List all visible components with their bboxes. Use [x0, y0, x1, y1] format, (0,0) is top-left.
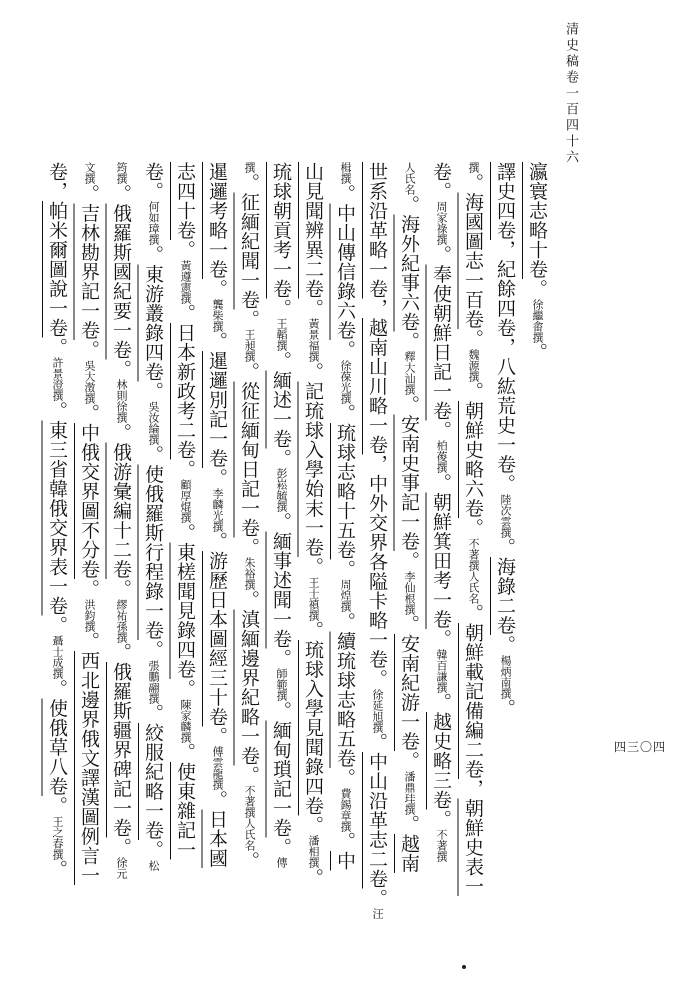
punctuation: 。	[238, 590, 260, 610]
author-note: 師範撰	[275, 668, 288, 701]
book-title: 志四十卷	[174, 162, 196, 240]
text-column	[393, 162, 425, 914]
punctuation: 。	[334, 403, 356, 423]
book-title: 緬事述聞一卷	[270, 531, 292, 649]
punctuation: 。	[494, 698, 516, 718]
punctuation: 。	[238, 309, 260, 329]
author-note: 周煌撰	[339, 579, 352, 612]
book-title: 東槎聞見錄四卷	[174, 542, 196, 679]
author-note: 聶士成撰	[51, 635, 64, 679]
book-title: 中俄交界圖不分卷	[78, 423, 100, 579]
author-note: 松	[147, 859, 160, 871]
punctuation: 。	[334, 831, 356, 851]
punctuation: 。	[142, 381, 164, 401]
punctuation: 。	[142, 245, 164, 265]
book-title: 從征緬甸日記一卷	[238, 381, 260, 538]
text-column	[233, 162, 265, 914]
book-title: 使俄羅斯行程錄一卷	[142, 464, 164, 640]
author-note: 王士禛撰	[307, 576, 320, 621]
punctuation: 。	[206, 726, 228, 746]
author-note: 許景澄撰	[51, 357, 64, 401]
punctuation: 。	[398, 395, 420, 415]
author-note: 洪鈞撰	[83, 598, 96, 632]
author-note: 陳家麟撰	[179, 698, 192, 743]
author-note: 王韜撰	[275, 318, 288, 351]
text-column	[297, 162, 329, 914]
punctuation: 。	[238, 537, 260, 557]
book-title: 越南山川略一卷	[366, 318, 388, 455]
punctuation: 。	[398, 331, 420, 351]
punctuation: 。	[206, 331, 228, 351]
book-title: 越南	[398, 834, 420, 873]
book-title: 東三省韓俄交界表一卷	[46, 420, 68, 616]
author-note: 徐延旭撰	[371, 688, 384, 733]
author-note: 龔柴撰	[211, 298, 224, 332]
text-run: ，中外交界各隘卡略一卷。	[366, 454, 388, 689]
punctuation: 。	[46, 859, 68, 879]
punctuation: 。	[430, 629, 452, 649]
book-title: 俄羅斯疆界碑記一卷	[110, 662, 132, 838]
book-title: 越史略三卷	[430, 712, 452, 810]
author-note: 何如璋撰	[147, 201, 160, 245]
author-note: 不著撰人氏名	[467, 537, 480, 604]
author-note: 筠撰	[115, 162, 128, 184]
punctuation: 。	[270, 701, 292, 721]
punctuation: 。	[78, 579, 100, 599]
punctuation: 。	[398, 614, 420, 634]
vertical-text-body	[41, 162, 553, 919]
punctuation: 。	[174, 303, 196, 323]
book-title: 俄游彙編十二卷	[110, 442, 132, 579]
book-title: 吉林勘界記一卷	[78, 203, 100, 340]
punctuation: 。	[174, 679, 196, 699]
punctuation: 。	[430, 809, 452, 829]
book-title: 山見聞辨異二卷	[302, 162, 324, 299]
punctuation: 。	[462, 381, 484, 401]
punctuation: 。	[430, 692, 452, 712]
author-note: 朱裕撰	[243, 557, 256, 590]
author-note: 周家祿撰	[435, 201, 448, 245]
author-note: 人氏名	[403, 162, 416, 195]
book-title: 琉球志略十五卷	[334, 423, 356, 560]
page-number: 四三〇四	[614, 740, 667, 754]
book-title: 記琉球入學始末一卷	[302, 381, 324, 557]
punctuation: 。	[174, 240, 196, 260]
punctuation: 。	[398, 551, 420, 571]
book-title: 暹邏別記一卷	[206, 351, 228, 468]
punctuation: 。	[238, 851, 260, 871]
punctuation: 。	[494, 537, 516, 557]
book-title: 西北邊界俄文譯漢圖例言一	[78, 651, 100, 885]
punctuation: 。	[206, 790, 228, 810]
text-column	[329, 162, 361, 914]
author-note: 潘相撰	[307, 835, 320, 868]
punctuation: 。	[302, 557, 324, 577]
punctuation: 。	[238, 765, 260, 785]
punctuation: 。	[462, 173, 484, 193]
punctuation: 。	[430, 245, 452, 265]
punctuation: 。	[110, 359, 132, 379]
punctuation: 。	[430, 420, 452, 440]
punctuation: 。	[462, 603, 484, 623]
punctuation: 。	[366, 888, 388, 908]
text-column	[425, 162, 457, 914]
punctuation: 。	[302, 868, 324, 888]
punctuation: 。	[302, 620, 324, 640]
text-column	[41, 162, 73, 914]
book-title: 東游叢錄四卷	[142, 264, 164, 382]
punctuation: 。	[270, 648, 292, 668]
punctuation: 。	[334, 768, 356, 788]
book-title: 海錄二卷	[494, 557, 516, 635]
author-note: 潘鼎珪撰	[403, 770, 416, 815]
book-title: 奉使朝鮮日記一卷	[430, 264, 452, 421]
author-note: 李仙根撰	[403, 570, 416, 615]
text-column	[265, 162, 297, 914]
punctuation: 。	[78, 340, 100, 360]
author-note: 彭崧毓撰	[275, 468, 288, 512]
author-note: 楊炳南撰	[499, 654, 512, 699]
punctuation: 。	[334, 559, 356, 579]
punctuation: 。	[110, 642, 132, 662]
author-note: 徐元	[115, 857, 128, 879]
book-title: 滇緬邊界紀略一卷	[238, 609, 260, 766]
text-run: 卷	[46, 162, 68, 182]
author-note: 楫撰	[339, 162, 352, 184]
text-column	[489, 162, 521, 914]
book-title: 朝鮮箕田考一卷	[430, 492, 452, 629]
punctuation: 。	[398, 195, 420, 215]
author-note: 徐繼畬撰	[531, 298, 544, 343]
punctuation: 。	[46, 615, 68, 635]
author-note: 李麟光撰	[211, 487, 224, 532]
book-title: 海外紀事六卷	[398, 214, 420, 332]
punctuation: 。	[270, 298, 292, 318]
text-column	[201, 162, 233, 914]
punctuation: 。	[110, 579, 132, 599]
author-note: 不著撰	[435, 829, 448, 862]
book-title: 日本新政考二卷	[174, 323, 196, 460]
punctuation: 。	[78, 184, 100, 204]
punctuation: 。	[78, 403, 100, 423]
author-note: 費錫章撰	[339, 787, 352, 832]
book-title: 帕米爾圖說一卷	[46, 201, 68, 338]
punctuation: 。	[270, 351, 292, 371]
punctuation: 。	[142, 840, 164, 860]
author-note: 繆祐孫撰	[115, 598, 128, 643]
punctuation: 。	[110, 423, 132, 443]
book-title: 海國圖志一百卷	[462, 192, 484, 329]
book-title: 續琉球志略五卷	[334, 631, 356, 768]
book-title: 朝鮮史略六卷	[462, 401, 484, 518]
running-header: 清史稿卷一百四十六	[563, 22, 578, 166]
book-title: 征緬紀聞一卷	[238, 192, 260, 310]
punctuation: 。	[270, 512, 292, 532]
punctuation: ，	[46, 181, 68, 201]
punctuation: 。	[302, 815, 324, 835]
book-title: 瀛寰志略十卷	[526, 162, 548, 279]
text-column	[169, 162, 201, 914]
punctuation: 。	[174, 742, 196, 762]
book-title: 朝鮮載記備編二卷	[462, 623, 484, 779]
punctuation: 。	[430, 181, 452, 201]
punctuation: 。	[46, 401, 68, 421]
book-title: 安南紀游一卷	[398, 634, 420, 751]
punctuation: 。	[334, 340, 356, 360]
author-note: 釋大汕撰	[403, 351, 416, 395]
punctuation: 。	[46, 679, 68, 699]
punctuation: 。	[462, 518, 484, 538]
punctuation: 。	[206, 531, 228, 551]
punctuation: ，	[462, 779, 484, 799]
author-note: 傳	[275, 857, 288, 868]
punctuation: 。	[142, 181, 164, 201]
punctuation: 。	[334, 612, 356, 632]
book-title: 緬述一卷	[270, 370, 292, 449]
book-title: 琉球入學見聞錄四卷	[302, 640, 324, 816]
book-title: 安南史事記一卷	[398, 414, 420, 551]
punctuation: 。	[206, 468, 228, 488]
text-column	[73, 162, 105, 914]
text-column	[457, 162, 489, 914]
text-run: ，紀餘四卷，八紘荒史一卷。	[494, 240, 516, 494]
book-title: 暹邏考略一卷	[206, 162, 228, 279]
punctuation: 。	[270, 448, 292, 468]
book-title: 使東雜記一	[174, 762, 196, 860]
author-note: 韓百謙撰	[435, 648, 448, 693]
punctuation: 。	[494, 635, 516, 655]
author-note: 撰	[243, 162, 256, 173]
punctuation: 。	[238, 362, 260, 382]
author-note: 徐葆光撰	[339, 359, 352, 404]
punctuation: 。	[398, 751, 420, 771]
author-note: 顧厚焜撰	[179, 479, 192, 523]
punctuation: 。	[366, 732, 388, 752]
punctuation: 。	[206, 279, 228, 299]
author-note: 黃景福撰	[307, 318, 320, 362]
author-note: 撰	[467, 162, 480, 173]
book-title: 中	[334, 851, 356, 871]
book-title: 琉球朝貢考一卷	[270, 162, 292, 299]
author-note: 汪	[371, 908, 384, 919]
author-note: 魏源撰	[467, 348, 480, 382]
print-speck	[462, 965, 466, 969]
punctuation: 。	[46, 796, 68, 816]
punctuation: 。	[78, 631, 100, 651]
author-note: 張鵬翮撰	[147, 659, 160, 704]
author-note: 吳大澂撰	[83, 359, 96, 404]
book-title: 譯史四卷	[494, 162, 516, 240]
book-title: 中山傳信錄六卷	[334, 203, 356, 340]
punctuation: 。	[462, 329, 484, 349]
punctuation: 。	[110, 184, 132, 204]
punctuation: 。	[110, 837, 132, 857]
author-note: 文撰	[83, 162, 96, 184]
text-run: 卷	[430, 162, 452, 182]
text-run: 卷	[142, 162, 164, 182]
punctuation: 。	[526, 342, 548, 362]
punctuation: 。	[302, 362, 324, 382]
punctuation: 。	[526, 279, 548, 299]
punctuation: ，	[366, 298, 388, 318]
punctuation: 。	[430, 473, 452, 493]
book-title: 日本國	[206, 809, 228, 868]
author-note: 不著撰人氏名	[243, 785, 256, 851]
text-column	[361, 162, 393, 919]
punctuation: 。	[398, 814, 420, 834]
book-title: 朝鮮史表一	[462, 798, 484, 896]
punctuation: 。	[142, 640, 164, 660]
book-title: 中山沿革志二卷	[366, 752, 388, 889]
author-note: 王昶撰	[243, 329, 256, 362]
punctuation: 。	[270, 837, 292, 857]
book-title: 世系沿革略一卷	[366, 162, 388, 299]
punctuation: 。	[142, 703, 164, 723]
author-note: 王之春撰	[51, 815, 64, 860]
text-column	[105, 162, 137, 914]
book-title: 俄羅斯國紀要一卷	[110, 203, 132, 360]
author-note: 柏葰撰	[435, 440, 448, 473]
punctuation: 。	[238, 173, 260, 193]
punctuation: 。	[174, 459, 196, 479]
author-note: 吳汝綸撰	[147, 401, 160, 445]
book-title: 絞服紀略一卷	[142, 723, 164, 840]
author-note: 陸次雲撰	[499, 493, 512, 538]
book-title: 使俄草八卷	[46, 698, 68, 796]
punctuation: 。	[46, 337, 68, 357]
text-column	[521, 162, 553, 914]
book-title: 游歷日本圖經三十卷	[206, 551, 228, 727]
punctuation: 。	[174, 523, 196, 543]
book-title: 緬甸瑣記一卷	[270, 720, 292, 838]
punctuation: 。	[334, 184, 356, 204]
author-note: 傅雲龍撰	[211, 746, 224, 790]
text-column	[137, 162, 169, 914]
punctuation: 。	[302, 298, 324, 318]
author-note: 黃遵憲撰	[179, 259, 192, 304]
punctuation: 。	[142, 445, 164, 465]
author-note: 林則徐撰	[115, 379, 128, 423]
